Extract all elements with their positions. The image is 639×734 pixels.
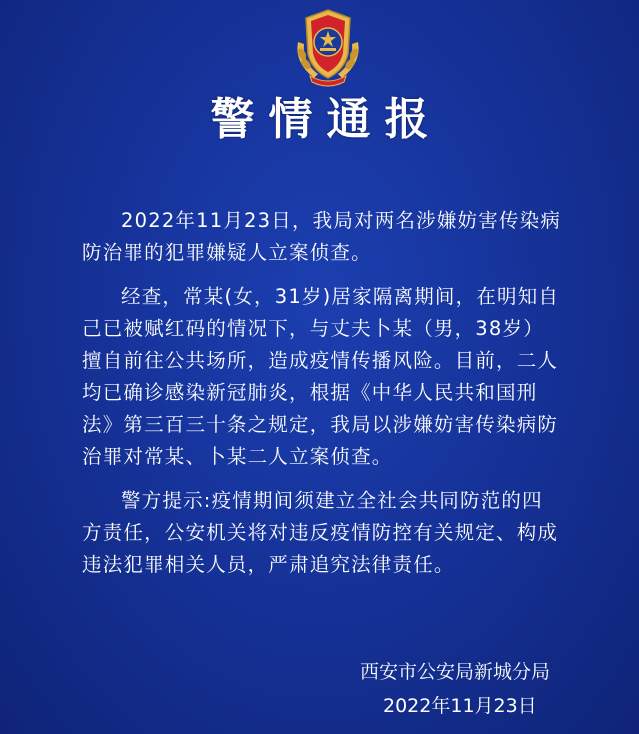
police-badge-icon — [284, 4, 372, 92]
signature-organization: 西安市公安局新城分局 — [360, 661, 551, 683]
notice-paragraph: 经查，常某(女，31岁)居家隔离期间，在明知自己已被赋红码的情况下，与丈夫卜某（男，38岁）擅自前往公共场所，造成疫情传播风险。目前，二人均已确诊感染新冠肺炎，根据《中华人民共和国刑法》第三百三十条之规定，我局以涉嫌妨害传染病防治罪对常某、卜某二人立案侦查。 — [82, 285, 560, 468]
notice-title: 警情通报 — [210, 94, 443, 145]
notice-paragraph: 2022年11月23日，我局对两名涉嫌妨害传染病防治罪的犯罪嫌疑人立案侦查。 — [82, 209, 562, 264]
notice-body — [82, 205, 562, 593]
notice-paragraph: 警方提示:疫情期间须建立全社会共同防范的四方责任，公安机关将对违反疫情防控有关规定、构成违法犯罪相关人员，严肃追究法律责任。 — [82, 489, 559, 576]
signature-date: 2022年11月23日 — [383, 695, 537, 717]
